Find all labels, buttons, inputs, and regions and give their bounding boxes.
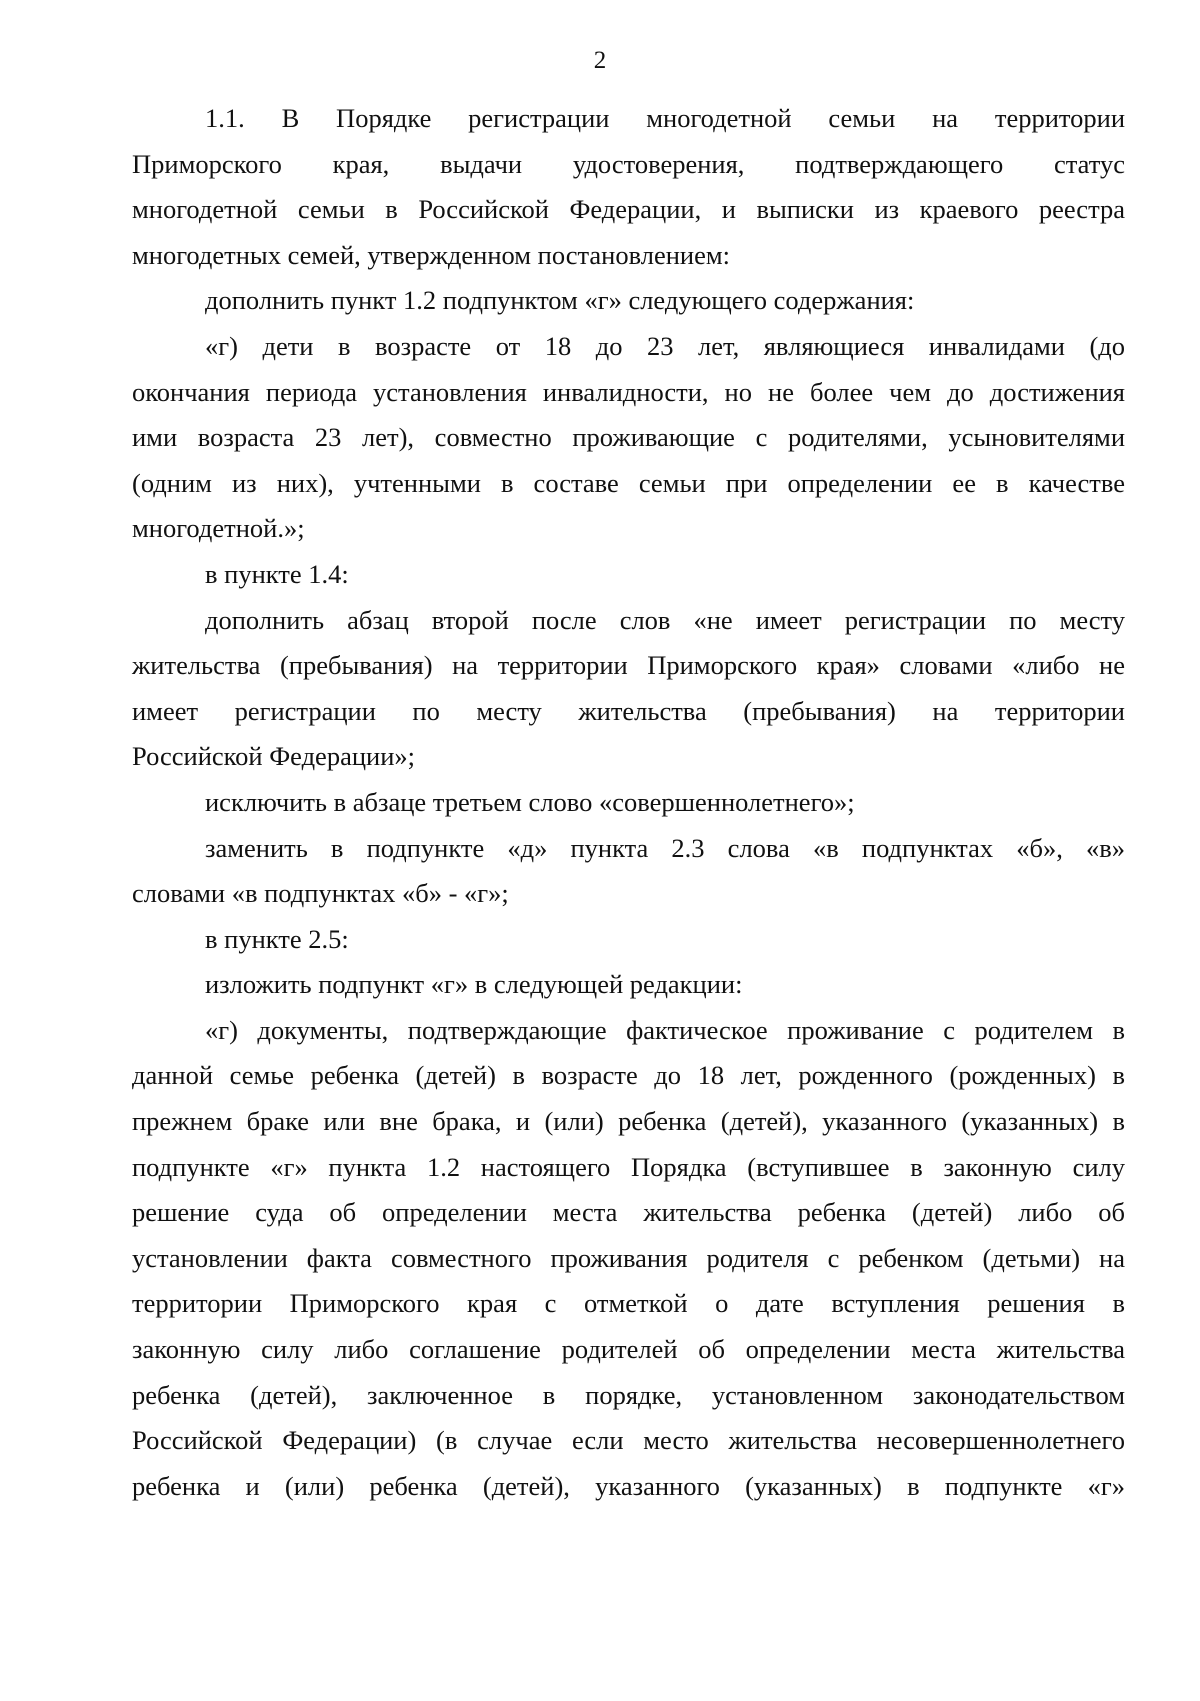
text-line: Приморского края, выдачи удостоверения, подтверждающего статус — [132, 148, 1125, 179]
text-line: «г) документы, подтверждающие фактическое проживание с родителем в — [205, 1014, 1125, 1045]
text-line: ими возраста 23 лет), совместно проживающие с родителями, усыновителями — [132, 422, 1125, 453]
text-line: в пункте 1.4: — [205, 558, 349, 589]
text-line: подпункте «г» пункта 1.2 настоящего Порядка (вступившее в законную силу — [132, 1151, 1125, 1182]
text-line: словами «в подпунктах «б» - «г»; — [132, 878, 509, 909]
text-line: исключить в абзаце третьем слово «совершеннолетнего»; — [205, 786, 855, 817]
text-line: прежнем браке или вне брака, и (или) ребенка (детей), указанного (указанных) в — [132, 1106, 1125, 1137]
text-line: территории Приморского края с отметкой о дате вступления решения в — [132, 1288, 1125, 1319]
text-line: Российской Федерации) (в случае если место жительства несовершеннолетнего — [132, 1425, 1125, 1456]
text-line: имеет регистрации по месту жительства (пребывания) на территории — [132, 695, 1125, 726]
text-line: ребенка (детей), заключенное в порядке, установленном законодательством — [132, 1379, 1125, 1410]
text-line: многодетных семей, утвержденном постановлением: — [132, 239, 731, 270]
text-line: дополнить абзац второй после слов «не имеет регистрации по месту — [205, 604, 1125, 635]
text-line: дополнить пункт 1.2 подпунктом «г» следующего содержания: — [205, 285, 915, 316]
text-line: 1.1. В Порядке регистрации многодетной семьи на территории — [205, 103, 1125, 133]
text-line: жительства (пребывания) на территории Приморского края» словами «либо не — [132, 650, 1125, 681]
text-line: заменить в подпункте «д» пункта 2.3 слова «в подпунктах «б», «в» — [205, 832, 1125, 863]
text-line: законную силу либо соглашение родителей об определении места жительства — [132, 1334, 1125, 1365]
text-line: установлении факта совместного проживания родителя с ребенком (детьми) на — [132, 1242, 1125, 1273]
text-line: «г) дети в возрасте от 18 до 23 лет, являющиеся инвалидами (до — [205, 330, 1125, 361]
text-line: решение суда об определении места жительства ребенка (детей) либо об — [132, 1197, 1125, 1228]
text-line: в пункте 2.5: — [205, 923, 349, 954]
text-line: данной семье ребенка (детей) в возрасте до 18 лет, рожденного (рожденных) в — [132, 1060, 1125, 1091]
text-line: (одним из них), учтенными в составе семьи при определении ее в качестве — [132, 467, 1125, 498]
text-line: многодетной.»; — [132, 513, 305, 544]
text-line: Российской Федерации»; — [132, 741, 415, 772]
text-line: окончания периода установления инвалидности, но не более чем до достижения — [132, 376, 1125, 407]
document-body — [132, 96, 1125, 1509]
page-number: 2 — [593, 47, 607, 74]
text-line: многодетной семьи в Российской Федерации, и выписки из краевого реестра — [132, 194, 1125, 225]
text-line: изложить подпункт «г» в следующей редакции: — [205, 969, 743, 1000]
text-line: ребенка и (или) ребенка (детей), указанного (указанных) в подпункте «г» — [132, 1470, 1125, 1501]
